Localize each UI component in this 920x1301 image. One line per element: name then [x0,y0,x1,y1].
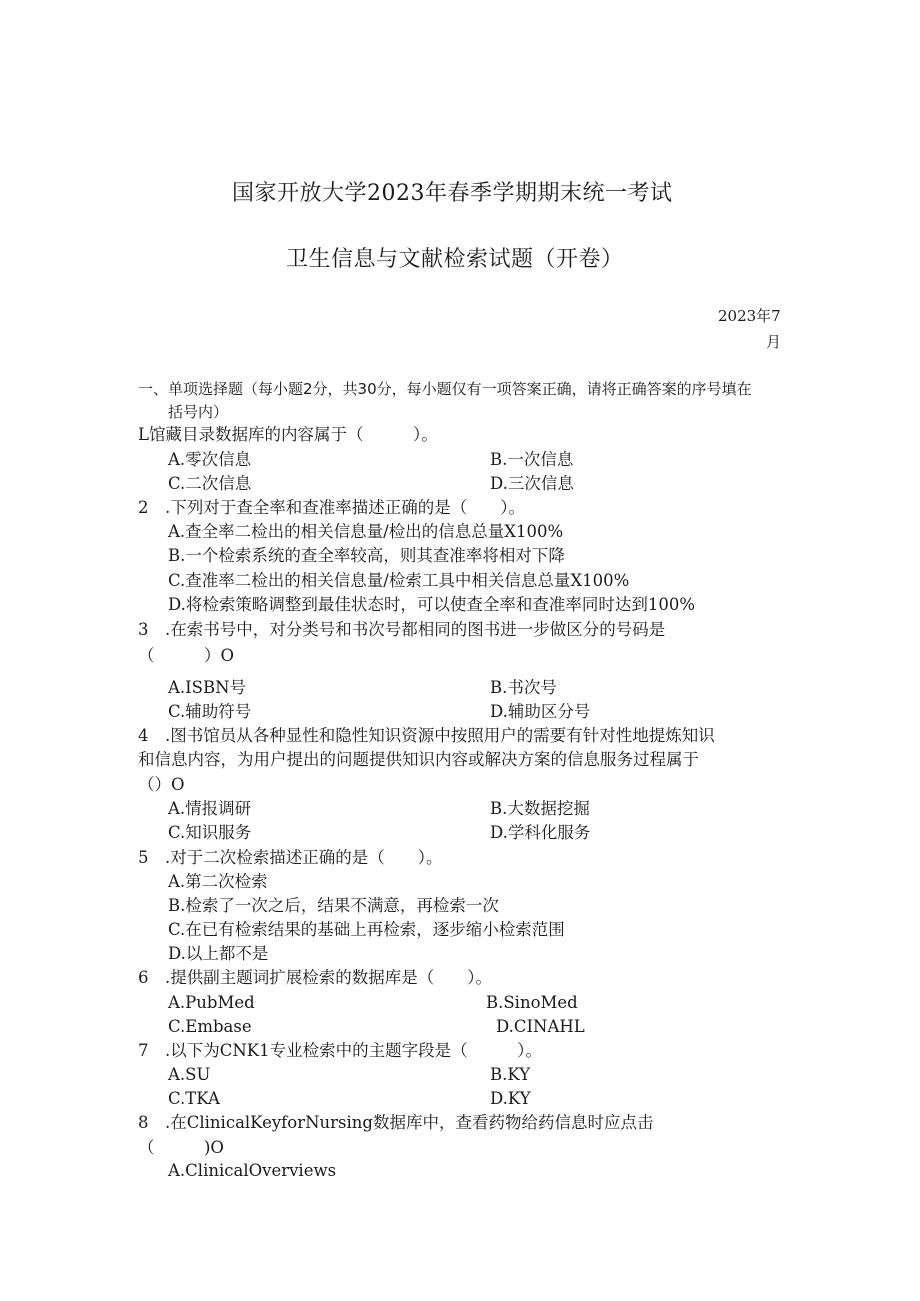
question-4-option-a: A.情报调研 [168,799,252,818]
question-8-stem-cont: （ )O [138,1138,224,1157]
question-7-option-d: D.KY [490,1089,531,1108]
question-1-option-b: B.一次信息 [490,450,574,469]
question-4-stem: 4 .图书馆员从各种显性和隐性知识资源中按照用户的需要有针对性地提炼知识 [138,726,715,745]
question-7-option-a: A.SU [168,1065,211,1084]
question-1-option-a: A.零次信息 [168,450,252,469]
question-6-stem: 6 .提供副主题词扩展检索的数据库是（ ）。 [138,968,492,987]
question-1-stem: L馆藏目录数据库的内容属于（ ）。 [138,425,438,444]
question-8-stem: 8 .在ClinicalKeyforNursing数据库中，查看药物给药信息时应点击 [138,1113,654,1132]
question-8-option-a: A.ClinicalOverviews [168,1161,337,1180]
question-4-option-c: C.知识服务 [168,823,252,842]
question-4-option-b: B.大数据挖掘 [490,799,590,818]
question-2-stem: 2 .下列对于查全率和查准率描述正确的是（ ）。 [138,498,525,517]
question-4-stem-cont: 和信息内容，为用户提出的问题提供知识内容或解决方案的信息服务过程属于 [138,750,699,769]
question-1-option-d: D.三次信息 [490,474,574,493]
question-3-option-a: A.ISBN号 [168,678,247,697]
exam-subtitle: 卫生信息与文献检索试题（开卷） [286,247,624,272]
question-3-stem-cont: （ ）O [138,646,235,665]
exam-date-year-month: 2023年7 [718,307,781,325]
question-6-option-c: C.Embase [168,1017,252,1036]
section-heading: 一、单项选择题（每小题2分，共30分，每小题仅有一项答案正确，请将正确答案的序号填在 [138,380,752,398]
question-4-option-d: D.学科化服务 [490,823,591,842]
question-3-option-c: C.辅助符号 [168,702,252,721]
question-7-option-c: C.TKA [168,1089,220,1108]
question-4-stem-cont-2: （）O [138,775,185,794]
question-2-option-b: B.一个检索系统的查全率较高，则其查准率将相对下降 [168,546,565,565]
question-5-option-c: C.在已有检索结果的基础上再检索，逐步缩小检索范围 [168,920,565,939]
question-5-stem: 5 .对于二次检索描述正确的是（ ）。 [138,848,443,867]
question-7-stem: 7 .以下为CNK1专业检索中的主题字段是（ ）。 [138,1041,542,1060]
question-6-option-a: A.PubMed [168,993,255,1012]
question-3-option-b: B.书次号 [490,678,557,697]
question-3-option-d: D.辅助区分号 [490,702,591,721]
question-7-option-b: B.KY [490,1065,531,1084]
section-heading-cont: 括号内） [168,403,229,421]
question-6-option-d: D.CINAHL [496,1017,585,1036]
question-1-option-c: C.二次信息 [168,474,252,493]
question-6-option-b: B.SinoMed [486,993,578,1012]
question-3-stem: 3 .在索书号中，对分类号和书次号都相同的图书进一步做区分的号码是 [138,620,666,639]
question-5-option-a: A.第二次检索 [168,872,268,891]
exam-date-month-suffix: 月 [766,333,782,351]
question-2-option-d: D.将检索策略调整到最佳状态时，可以使查全率和查准率同时达到100% [168,595,696,614]
question-5-option-d: D.以上都不是 [168,944,269,963]
question-2-option-c: C.查准率二检出的相关信息量/检索工具中相关信息总量X100% [168,571,630,590]
exam-title: 国家开放大学2023年春季学期期末统一考试 [232,181,673,206]
question-5-option-b: B.检索了一次之后，结果不满意，再检索一次 [168,896,499,915]
question-2-option-a: A.查全率二检出的相关信息量/检出的信息总量X100% [168,522,564,541]
